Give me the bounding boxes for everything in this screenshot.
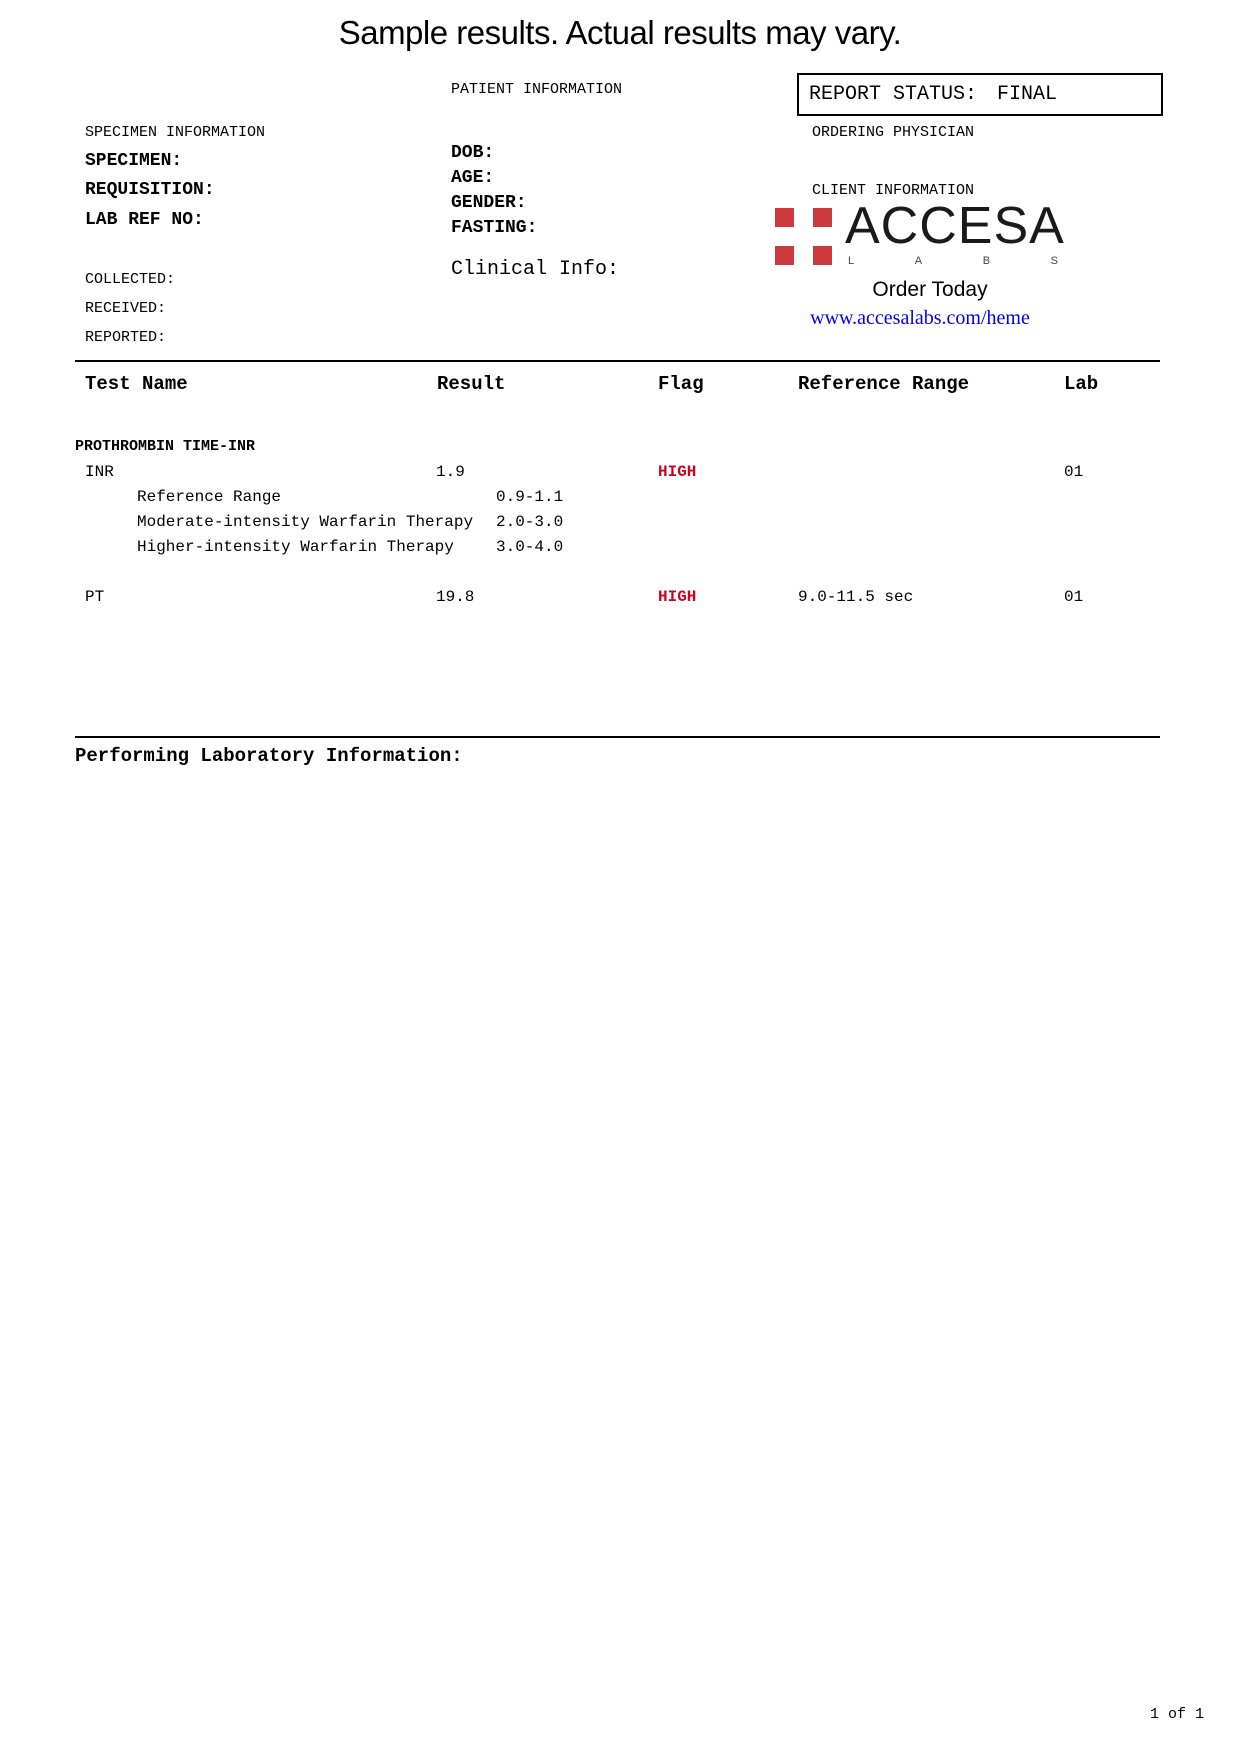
age-label: AGE: bbox=[451, 168, 495, 188]
report-status-box bbox=[797, 73, 1163, 116]
flag-badge: HIGH bbox=[658, 588, 697, 606]
sub-range-label: Higher-intensity Warfarin Therapy bbox=[137, 538, 454, 556]
client-information-heading: CLIENT INFORMATION bbox=[812, 182, 975, 199]
test-name: PT bbox=[85, 588, 105, 606]
sub-range-label: Moderate-intensity Warfarin Therapy bbox=[137, 513, 474, 531]
footer-divider bbox=[75, 736, 1160, 738]
accesa-url-link[interactable]: www.accesalabs.com/heme bbox=[810, 307, 1030, 329]
test-name: INR bbox=[85, 463, 114, 481]
reported-label: REPORTED: bbox=[85, 329, 167, 346]
page-number: 1 of 1 bbox=[1150, 1706, 1205, 1723]
report-status-value: FINAL bbox=[997, 83, 1058, 106]
patient-information-heading: PATIENT INFORMATION bbox=[451, 81, 623, 98]
logo-wordmark: ACCESA bbox=[845, 197, 1065, 255]
lab-ref-no-label: LAB REF NO: bbox=[85, 210, 204, 230]
result-value: 1.9 bbox=[436, 463, 465, 481]
reference-range: 9.0-11.5 sec bbox=[798, 588, 914, 606]
sub-range-value: 3.0-4.0 bbox=[496, 538, 564, 556]
disclaimer-banner: Sample results. Actual results may vary. bbox=[338, 14, 902, 51]
clinical-info-label: Clinical Info: bbox=[451, 258, 620, 281]
panel-title: PROTHROMBIN TIME-INR bbox=[75, 438, 256, 455]
logo-sub-letter: L bbox=[848, 255, 855, 267]
order-today-text: Order Today bbox=[872, 278, 988, 301]
specimen-label: SPECIMEN: bbox=[85, 151, 183, 171]
ordering-physician-heading: ORDERING PHYSICIAN bbox=[812, 124, 975, 141]
sub-range-value: 2.0-3.0 bbox=[496, 513, 564, 531]
fasting-label: FASTING: bbox=[451, 218, 538, 238]
dob-label: DOB: bbox=[451, 143, 495, 163]
collected-label: COLLECTED: bbox=[85, 271, 176, 288]
logo-sub-letter: B bbox=[982, 255, 991, 267]
requisition-label: REQUISITION: bbox=[85, 180, 215, 200]
col-header-flag: Flag bbox=[658, 373, 704, 395]
lab-code: 01 bbox=[1064, 588, 1084, 606]
col-header-result: Result bbox=[437, 373, 506, 395]
performing-lab-heading: Performing Laboratory Information: bbox=[75, 745, 463, 767]
logo-sub-letter: A bbox=[914, 255, 923, 267]
sub-range-value: 0.9-1.1 bbox=[496, 488, 564, 506]
flag-badge: HIGH bbox=[658, 463, 697, 481]
col-header-lab: Lab bbox=[1064, 373, 1099, 395]
lab-code: 01 bbox=[1064, 463, 1084, 481]
gender-label: GENDER: bbox=[451, 193, 527, 213]
received-label: RECEIVED: bbox=[85, 300, 167, 317]
logo-sub-letter: S bbox=[1050, 255, 1058, 267]
result-value: 19.8 bbox=[436, 588, 475, 606]
col-header-reference-range: Reference Range bbox=[798, 373, 970, 395]
report-status-label: REPORT STATUS: bbox=[809, 83, 978, 106]
specimen-information-heading: SPECIMEN INFORMATION bbox=[85, 124, 266, 141]
logo-subtitle bbox=[848, 255, 1058, 267]
sub-range-label: Reference Range bbox=[137, 488, 282, 506]
col-header-test-name: Test Name bbox=[85, 373, 188, 395]
header-divider bbox=[75, 360, 1160, 362]
